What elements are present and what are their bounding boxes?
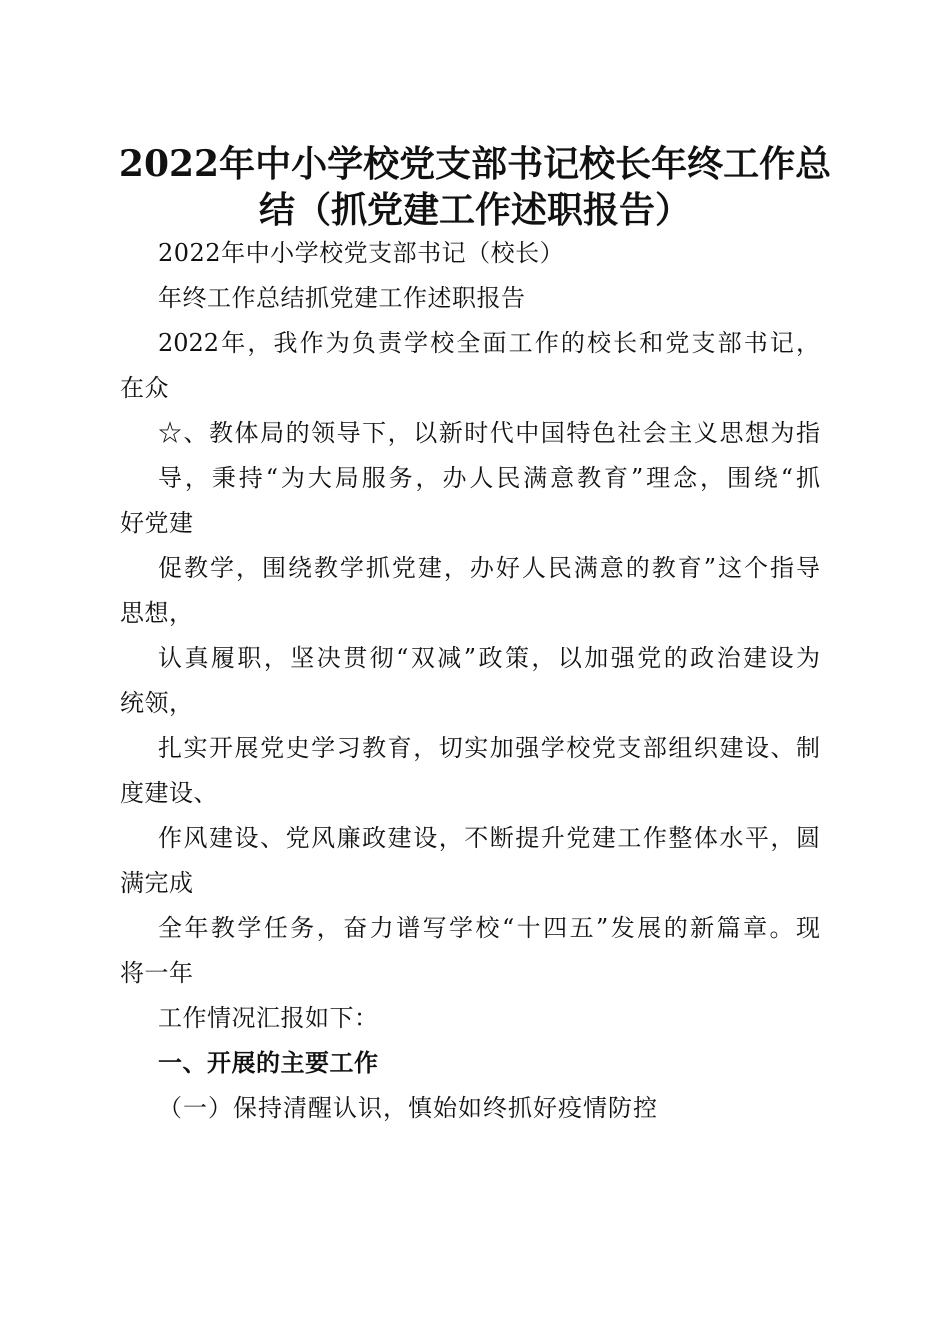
body-line: 全年教学任务，奋力谱写学校“十四五”发展的新篇章。现 <box>158 914 820 942</box>
body-line: 工作情况汇报如下： <box>158 1004 379 1032</box>
body-line: 认真履职，坚决贯彻“双减”政策，以加强党的政治建设为 <box>158 644 820 672</box>
body-line: 统领， <box>120 689 194 717</box>
body-line: 好党建 <box>120 509 194 537</box>
body-line: 满完成 <box>120 869 194 897</box>
document-title-line-1: 2022年中小学校党支部书记校长年终工作总 <box>118 143 832 185</box>
subsection-heading: （一）保持清醒认识，慎始如终抓好疫情防控 <box>158 1094 658 1122</box>
body-line: ☆、教体局的领导下，以新时代中国特色社会主义思想为指 <box>158 419 820 447</box>
body-line: 2022年中小学校党支部书记（校长） <box>158 239 565 267</box>
body-line: 度建设、 <box>120 779 218 807</box>
body-line: 扎实开展党史学习教育，切实加强学校党支部组织建设、制 <box>158 734 820 762</box>
body-line: 在众 <box>120 374 169 402</box>
body-line: 导，秉持“为大局服务，办人民满意教育”理念，围绕“抓 <box>158 464 820 492</box>
body-line: 思想， <box>120 599 194 627</box>
body-line: 2022年，我作为负责学校全面工作的校长和党支部书记， <box>158 329 820 357</box>
body-line: 年终工作总结抓党建工作述职报告 <box>158 284 526 312</box>
body-line: 将一年 <box>120 959 194 987</box>
document-title-line-2: 结（抓党建工作述职报告） <box>258 189 691 231</box>
body-line: 作风建设、党风廉政建设，不断提升党建工作整体水平，圆 <box>158 824 820 852</box>
body-line: 促教学，围绕教学抓党建，办好人民满意的教育”这个指导 <box>158 554 820 582</box>
section-heading: 一、开展的主要工作 <box>158 1049 379 1077</box>
